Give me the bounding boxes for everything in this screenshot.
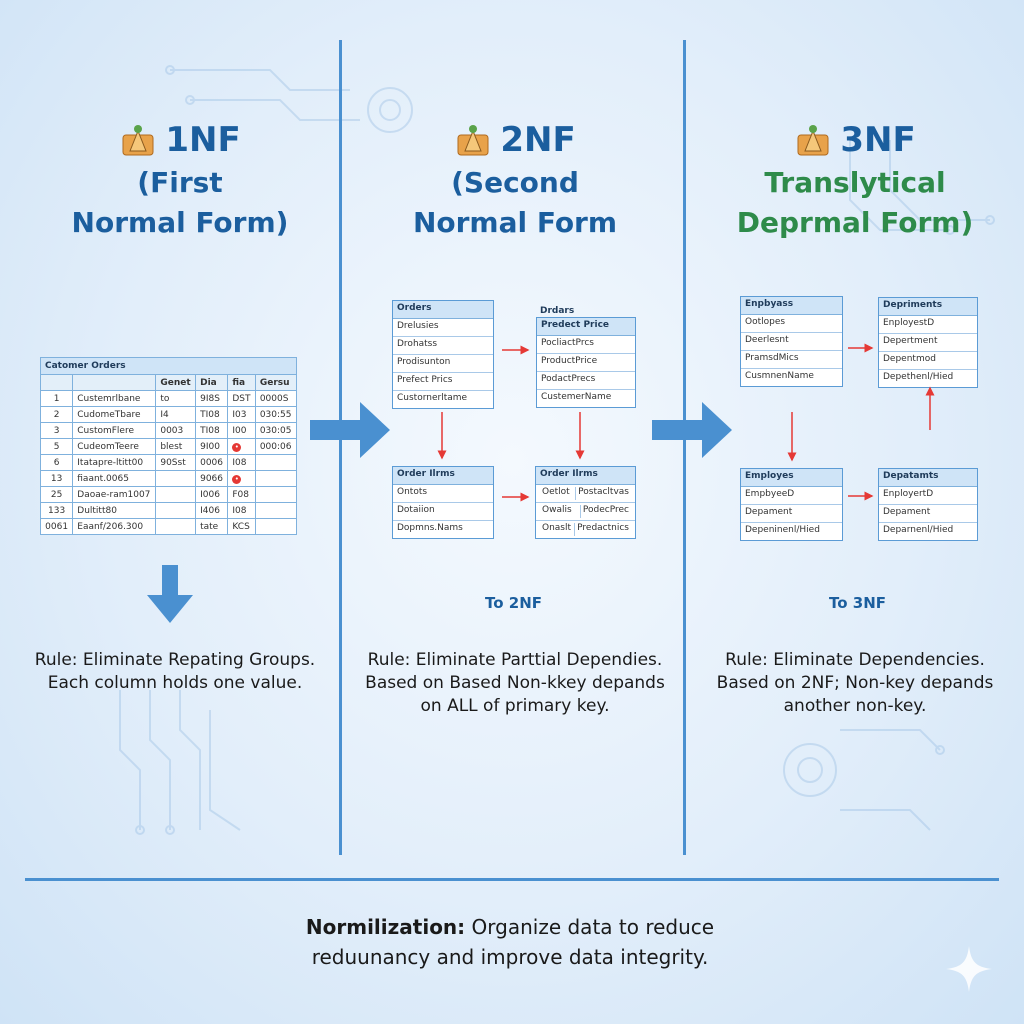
crown-icon (119, 121, 157, 159)
table-cell: I08 (228, 455, 255, 471)
table-row: Dopmns.Nams (397, 523, 463, 533)
subtitle-line-1: (Second (451, 166, 579, 199)
table-cell: 030:05 (255, 423, 296, 439)
table-cell: to (156, 391, 196, 407)
table-cell: I00 (228, 423, 255, 439)
table-cell: 133 (41, 503, 73, 519)
table-cell (228, 439, 255, 455)
rule-line: Based on 2NF; Non-key depands (716, 673, 994, 693)
table-row: EmpbyeeD (741, 487, 842, 505)
table-row: Depeninenl/Hied (745, 525, 820, 535)
relation-arrows-3nf (720, 300, 1020, 560)
cell: PodecPrec (580, 505, 631, 518)
table-row: Drelusies (393, 319, 493, 337)
crown-icon (454, 121, 492, 159)
rule-line: Rule: Eliminate Parttial Dependies. (367, 650, 663, 670)
subtitle-line-2: Normal Form (412, 206, 618, 239)
table-caption: Predect Price (537, 318, 635, 336)
table-cell: fiaant.0065 (73, 471, 156, 487)
footer-summary (200, 912, 820, 972)
circuit-decoration-bottom-left (110, 690, 310, 840)
table-cell: KCS (228, 519, 255, 535)
table-cell (255, 487, 296, 503)
table-cell: 000:06 (255, 439, 296, 455)
table-caption: Order Ilrms (393, 467, 493, 485)
table-row: Depentmod (879, 352, 977, 370)
rule-line: on ALL of primary key. (420, 696, 610, 716)
table-row (41, 487, 297, 503)
table-cell: 5 (41, 439, 73, 455)
table-row: Dotaiion (393, 503, 493, 521)
table-cell: Eaanf/206.300 (73, 519, 156, 535)
relation-arrows-2nf (380, 300, 680, 560)
table-caption: Enpbyass (741, 297, 842, 315)
table-cell: 25 (41, 487, 73, 503)
column-header: Gersu (255, 375, 296, 391)
table-row (41, 423, 297, 439)
table-cell (255, 519, 296, 535)
table-caption: Catomer Orders (41, 358, 297, 375)
column-header: Dia (196, 375, 228, 391)
table-cell: TI08 (196, 423, 228, 439)
table-cell: CudomeTbare (73, 407, 156, 423)
table-row: PocliactPrcs (537, 336, 635, 354)
table-cell: I006 (196, 487, 228, 503)
table-label: Drdars (540, 306, 575, 316)
sparkle-icon (944, 944, 994, 994)
footer-divider (25, 878, 999, 881)
table-cell (156, 503, 196, 519)
table-cell: CudeomTeere (73, 439, 156, 455)
table-caption: Order Ilrms (536, 467, 635, 485)
table-row: Prodisunton (393, 355, 493, 373)
table-cell (228, 471, 255, 487)
table-cell: I03 (228, 407, 255, 423)
heading-2nf (360, 120, 670, 243)
table-cell: DST (228, 391, 255, 407)
table-row (41, 471, 297, 487)
table-cell: 0061 (41, 519, 73, 535)
subtitle-line-1: (First (137, 166, 223, 199)
rule-line: another non-key. (783, 696, 927, 716)
table-row (41, 391, 297, 407)
gear-decoration-right (760, 700, 960, 850)
arrow-down-icon (145, 565, 195, 625)
table-row (41, 455, 297, 471)
footer-line-2: reduunancy and improve data integrity. (311, 945, 709, 969)
table-cell (156, 487, 196, 503)
table-cell: 9I8S (196, 391, 228, 407)
table-cell: 0003 (156, 423, 196, 439)
subtitle-line-2: Normal Form) (71, 206, 289, 239)
column-header: Genet (156, 375, 196, 391)
table-cell: Daoae-ram1007 (73, 487, 156, 503)
table-row: Depertment (879, 334, 977, 352)
table-row (41, 439, 297, 455)
crown-icon (794, 121, 832, 159)
table-row: Prefect Prics (393, 373, 493, 391)
table-cell: 030:55 (255, 407, 296, 423)
rule-2nf (355, 649, 675, 718)
table-cell: tate (196, 519, 228, 535)
table-row: Depament (741, 505, 842, 523)
rule-line: Rule: Eliminate Dependencies. (725, 650, 985, 670)
table-caption: Orders (393, 301, 493, 319)
table-row: Depethenl/Hied (883, 372, 954, 382)
table-row (41, 503, 297, 519)
rule-line: Each column holds one value. (47, 673, 303, 693)
table-header-row (41, 375, 297, 391)
table-row: EnployestD (879, 316, 977, 334)
subtitle-line-1: Translytical (764, 166, 946, 199)
table-caption: Depriments (879, 298, 977, 316)
rule-line: Rule: Eliminate Repating Groups. (34, 650, 316, 670)
table-row: CusmnenName (745, 371, 814, 381)
cell: Oetlot (542, 487, 570, 497)
table-cell: 1 (41, 391, 73, 407)
nf-label: 1NF (165, 120, 241, 160)
table-row: Deparnenl/Hied (883, 525, 954, 535)
table-cell: 90Sst (156, 455, 196, 471)
table-row: Ootlopes (741, 315, 842, 333)
nf-label: 2NF (500, 120, 576, 160)
heading-3nf (700, 120, 1010, 243)
table-row: PodactPrecs (537, 372, 635, 390)
step-label-3nf: To 3NF (829, 594, 887, 612)
column-header (73, 375, 156, 391)
table-cell: 0006 (196, 455, 228, 471)
table-row (41, 519, 297, 535)
nf-label: 3NF (840, 120, 916, 160)
footer-term: Normilization: (305, 915, 466, 939)
table-cell: Custemrlbane (73, 391, 156, 407)
table-cell: 0000S (255, 391, 296, 407)
table-caption: Depatamts (879, 469, 977, 487)
table-row: PramsdMics (741, 351, 842, 369)
step-label-2nf: To 2NF (485, 594, 543, 612)
table-row: Deerlesnt (741, 333, 842, 351)
rule-3nf (700, 649, 1010, 718)
table-cell (255, 455, 296, 471)
cell: Owalis (542, 505, 572, 515)
table-cell: I08 (228, 503, 255, 519)
footer-text: Organize data to reduce (471, 915, 715, 939)
table-cell: 2 (41, 407, 73, 423)
cell: Postacltvas (575, 487, 631, 500)
table-row: Ontots (393, 485, 493, 503)
table-row: Depament (879, 505, 977, 523)
rule-line: Based on Based Non-kkey depands (365, 673, 665, 693)
table-cell: Itatapre-ltitt00 (73, 455, 156, 471)
column-header (41, 375, 73, 391)
table-cell (156, 519, 196, 535)
table-cell: CustomFlere (73, 423, 156, 439)
table-cell: blest (156, 439, 196, 455)
table-row: ProductPrice (537, 354, 635, 372)
cell: Predactnics (574, 523, 631, 536)
table-cell: 6 (41, 455, 73, 471)
table-cell: I4 (156, 407, 196, 423)
table-cell: F08 (228, 487, 255, 503)
customer-orders-table (40, 357, 297, 535)
subtitle-line-2: Deprmal Form) (736, 206, 974, 239)
table-cell (255, 471, 296, 487)
table-row: Custornerltame (397, 393, 468, 403)
table-cell: TI08 (196, 407, 228, 423)
table-row: CustemerName (541, 392, 612, 402)
table-cell: I406 (196, 503, 228, 519)
table-cell: 13 (41, 471, 73, 487)
table-cell (255, 503, 296, 519)
alert-icon: • (232, 443, 241, 452)
table-row: Drohatss (393, 337, 493, 355)
table-row: EnployertD (879, 487, 977, 505)
alert-icon: • (232, 475, 241, 484)
cell: Onaslt (542, 523, 572, 533)
table-cell (156, 471, 196, 487)
rule-1nf (20, 649, 330, 695)
table-cell: 3 (41, 423, 73, 439)
heading-1nf (25, 120, 335, 243)
column-header: fia (228, 375, 255, 391)
table-caption: Employes (741, 469, 842, 487)
table-cell: Dultitt80 (73, 503, 156, 519)
table-cell: 9066 (196, 471, 228, 487)
table-cell: 9I00 (196, 439, 228, 455)
table-row (41, 407, 297, 423)
